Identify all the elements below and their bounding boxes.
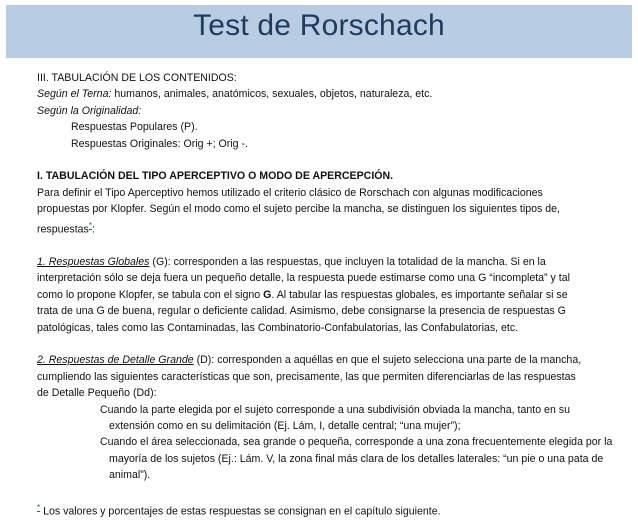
footnote-marker-link[interactable]: * [37,503,41,513]
detalle-item-2-line-2: mayoría de los sujetos (Ej.: Lám. V, la zona final más clara de los detalles laterales: “un pie o una pata de [109,452,604,465]
detalle-line-1: 2. Respuestas de Detalle Grande (D): corresponden a aquéllas en que el sujeto selecciona una parte de la mancha, [37,354,582,367]
slide-body [37,70,617,520]
footnote-text: Los valores y porcentajes de estas respuestas se consignan en el capítulo siguiente. [40,505,441,518]
globales-line-4: trata de una G de buena, regular o deficiente calidad. Asimismo, debe consignarse la presencia de respuestas G [37,305,566,318]
detalle-item-1-line-1: Cuando la parte elegida por el sujeto corresponde a una subdivisión obviada la mancha, tanto en su [100,403,570,416]
slide-title: Test de Rorschach [193,9,445,42]
originalidad-label: Según la Originalidad: [37,104,142,117]
footnote-ref-link[interactable]: * [88,220,92,230]
tema-line [37,86,617,102]
detalle-line-2: cumpliendo las siguientes características que son, precisamente, las que permiten diferenciarlas de las respuestas [37,370,576,383]
tema-text: humanos, animales, anatómicos, sexuales, objetos, naturaleza, etc. [111,88,433,101]
section-iii-heading: III. TABULACIÓN DE LOS CONTENIDOS: [37,72,237,84]
intro-line-3: respuestas*: [37,220,95,236]
tema-label: Según el Terna: [37,88,112,101]
intro-line-2: propuestas por Klopfer. Según el modo como el sujeto percibe la mancha, se distinguen los siguientes tipos de, [37,203,560,216]
detalle-label: 2. Respuestas de Detalle Grande [37,354,194,367]
globales-line-5: patológicas, tales como las Contaminadas, las Combinatorio-Confabulatorias, las Confabulatorias, etc. [37,321,519,334]
section-i-heading: I. TABULACIÓN DEL TIPO APERCEPTIVO O MODO DE APERCEPCIÓN. [37,170,394,183]
footnote [37,500,617,520]
detalle-line-3: de Detalle Pequeño (Dd): [37,387,157,400]
detalle-item-1-line-2: extensión como en su delimitación (Ej. Lám, I, detalle central; “una mujer”); [109,420,461,433]
globales-line-2: interpretación sólo se deja fuera un pequeño detalle, la respuesta puede estimarse como una G “incompleta” y tal [37,272,570,285]
globales-line-1: 1. Respuestas Globales (G): corresponden a las respuestas, que incluyen la totalidad de la mancha. Si en la [37,255,546,268]
intro-line-1: Para definir el Tipo Aperceptivo hemos utilizado el criterio clásico de Rorschach con algunas modificaciones [37,186,543,199]
originales-item: Respuestas Originales: Orig +; Orig -. [71,137,248,150]
populares-item: Respuestas Populares (P). [71,121,198,134]
g-sign: G [263,288,272,301]
detalle-item-2-line-1: Cuando el área seleccionada, sea grande o pequeña, corresponde a una zona frecuentemente elegida por la [100,436,613,449]
globales-line-3: como lo propone Klopfer, se tabula con el signo G. Al tabular las respuestas globales, es importante señalar si se [37,288,568,301]
detalle-item-2-line-3: animal”). [109,469,151,482]
globales-label: 1. Respuestas Globales [37,255,150,268]
